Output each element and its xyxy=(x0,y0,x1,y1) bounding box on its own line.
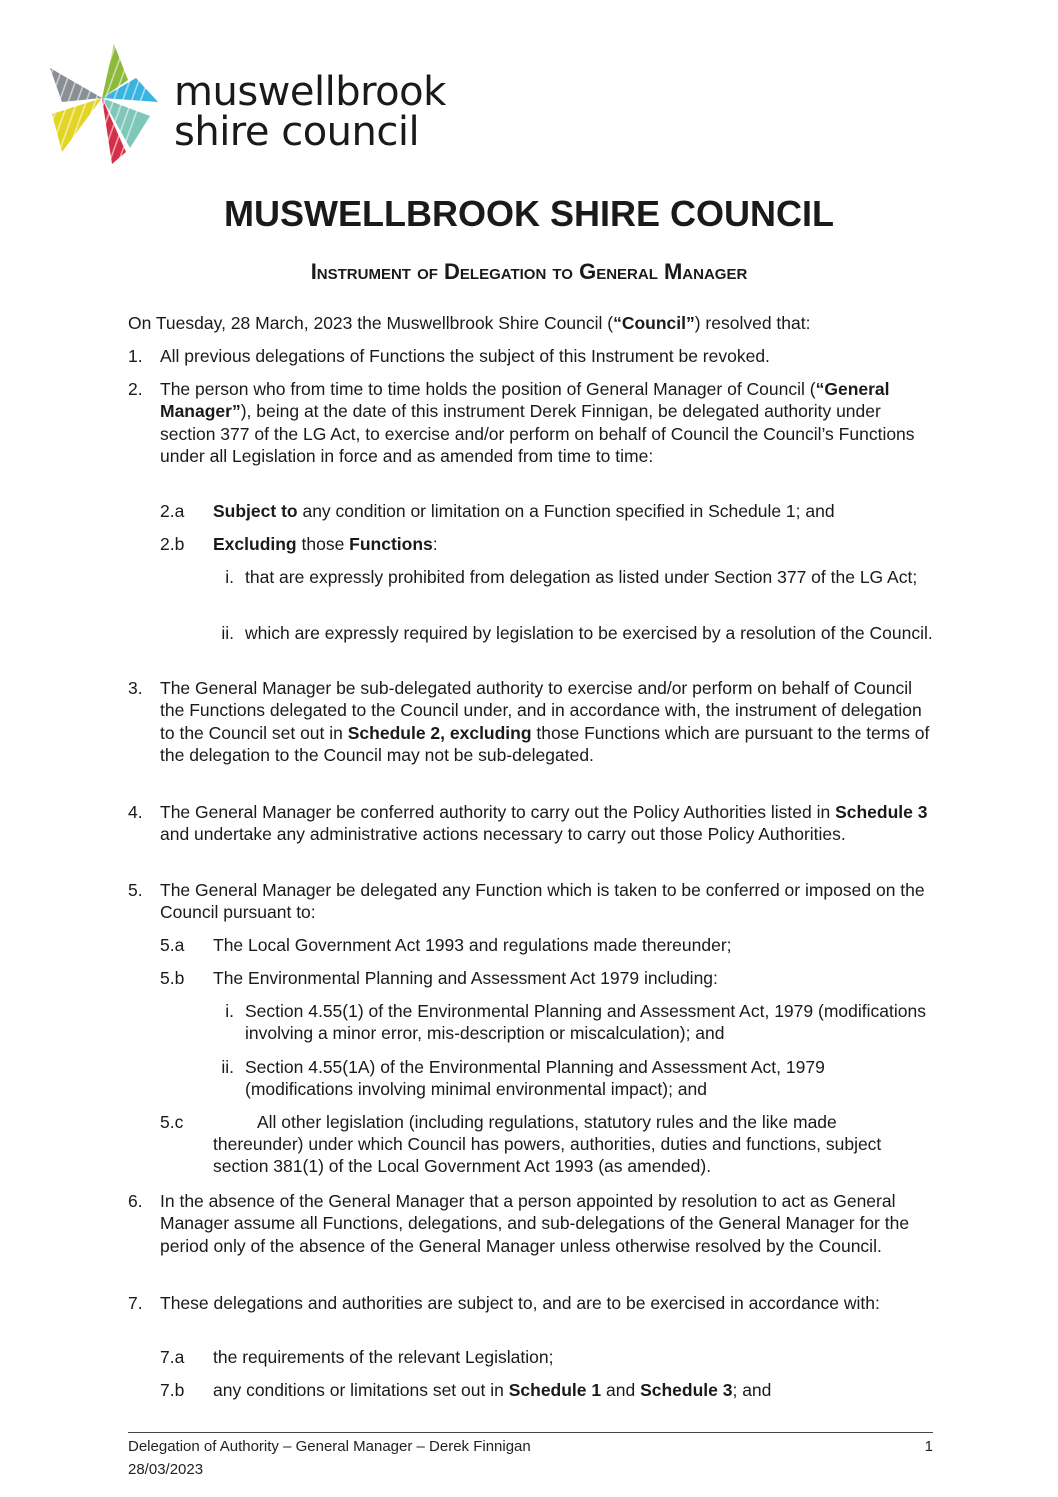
page-number: 1 xyxy=(924,1438,933,1455)
item-1-text: All previous delegations of Functions the subject of this Instrument be revoked. xyxy=(160,346,770,366)
item-7b-bold2: Schedule 3 xyxy=(640,1380,733,1400)
brand-name-line2: shire council xyxy=(174,109,420,155)
subitem-number: 5.b xyxy=(160,968,185,988)
subitem-number: 2.b xyxy=(160,534,185,554)
item-2bii-text: which are expressly required by legislation to be exercised by a resolution of the Council. xyxy=(245,623,933,643)
item-5bi-text: Section 4.55(1) of the Environmental Planning and Assessment Act, 1979 (modifications involving a minor error, mis-description or miscalculation); and xyxy=(245,1001,926,1044)
item-2bi-text: that are expressly prohibited from delegation as listed under Section 377 of the LG Act; xyxy=(245,567,918,587)
document-title: MUSWELLBROOK SHIRE COUNCIL xyxy=(224,193,834,234)
item-3-bold: Schedule 2, excluding xyxy=(347,722,532,743)
item-5a-text: The Local Government Act 1993 and regulations made thereunder; xyxy=(213,935,732,955)
item-2-gm-term: “General Manager” xyxy=(160,379,890,422)
item-3-text-part: The General Manager be sub-delegated authority to exercise and/or perform on behalf of Council the Functions delegated to the Council under, and in accordance with, the instrument of delegation to the Council set out in xyxy=(160,678,922,743)
item-number: 6. xyxy=(128,1191,143,1211)
item-2-text-part: The person who from time to time holds the position of General Manager of Council ( xyxy=(160,379,816,399)
item-number: 4. xyxy=(128,802,143,822)
item-number: 2. xyxy=(128,379,143,399)
item-3-text-part: those Functions which are pursuant to the terms of the delegation to the Council may not be sub-delegated. xyxy=(160,722,930,765)
item-5c-rest: thereunder) under which Council has powers, authorities, duties and functions, subject section 381(1) of the Local Government Act 1993 (as amended). xyxy=(213,1134,882,1177)
item-7b-text-part: and xyxy=(601,1380,641,1400)
intro-paragraph xyxy=(128,312,938,334)
footer-document-title: Delegation of Authority – General Manager – Derek Finnigan xyxy=(128,1438,531,1455)
footer-date: 28/03/2023 xyxy=(128,1461,204,1478)
item-6-text: In the absence of the General Manager that a person appointed by resolution to act as General Manager assume all Functions, delegations, and sub-delegations of the General Manager for the period only of the absence of the General Manager unless otherwise resolved by the Council. xyxy=(160,1191,910,1256)
item-7b-bold1: Schedule 1 xyxy=(508,1380,602,1400)
item-7b-text-part: any conditions or limitations set out in xyxy=(213,1380,509,1400)
council-logo-icon xyxy=(40,40,170,168)
item-2b-mid: those xyxy=(296,534,350,554)
item-5bii-text: Section 4.55(1A) of the Environmental Planning and Assessment Act, 1979 (modifications involving minimal environmental impact); and xyxy=(245,1057,825,1100)
roman-number: ii. xyxy=(221,623,234,643)
item-5c-first-line: All other legislation (including regulations, statutory rules and the like made xyxy=(257,1112,837,1132)
item-3-text xyxy=(160,677,940,766)
item-number: 3. xyxy=(128,678,143,698)
item-2-text xyxy=(160,378,940,467)
item-2b-bold2: Functions xyxy=(349,534,433,554)
item-number: 1. xyxy=(128,346,143,366)
item-2a-bold: Subject to xyxy=(213,501,298,521)
item-4-text-part: The General Manager be conferred authority to carry out the Policy Authorities listed in xyxy=(160,802,836,822)
item-4-bold: Schedule 3 xyxy=(835,802,928,822)
item-2a-text xyxy=(213,500,933,522)
item-2b-text xyxy=(213,533,933,555)
item-7a-text: the requirements of the relevant Legislation; xyxy=(213,1347,554,1367)
item-number: 7. xyxy=(128,1293,143,1313)
subitem-number: 7.b xyxy=(160,1380,185,1400)
roman-number: i. xyxy=(225,1001,234,1021)
item-2a-rest: any condition or limitation on a Function specified in Schedule 1; and xyxy=(297,501,835,521)
item-4-text-part: and undertake any administrative actions necessary to carry out those Policy Authorities. xyxy=(160,824,846,845)
intro-text-end: ) resolved that: xyxy=(694,313,811,333)
item-5b-text: The Environmental Planning and Assessment Act 1979 including: xyxy=(213,968,718,988)
intro-text: On Tuesday, 28 March, 2023 the Muswellbrook Shire Council ( xyxy=(128,313,614,333)
item-2b-end: : xyxy=(432,534,438,554)
item-5-text: The General Manager be delegated any Function which is taken to be conferred or imposed on the Council pursuant to: xyxy=(160,880,925,923)
item-2b-bold: Excluding xyxy=(213,534,297,554)
subitem-number: 5.c xyxy=(160,1112,184,1132)
footer-divider xyxy=(128,1432,933,1433)
item-4-text xyxy=(160,801,940,846)
item-2-text-part: ), being at the date of this instrument Derek Finnigan, be delegated authority under section 377 of the LG Act, to exercise and/or perform on behalf of Council the Council’s Functions under all Legislation in force and as amended from time to time: xyxy=(160,401,915,466)
item-7b-text-part: ; and xyxy=(732,1380,772,1400)
brand-name-line1: muswellbrook xyxy=(174,69,446,115)
item-number: 5. xyxy=(128,880,143,900)
roman-number: ii. xyxy=(221,1057,234,1077)
subitem-number: 5.a xyxy=(160,935,185,955)
item-7-text: These delegations and authorities are subject to, and are to be exercised in accordance with: xyxy=(160,1293,880,1313)
document-subtitle: Instrument of Delegation to General Manager xyxy=(310,259,748,284)
intro-council-term: “Council” xyxy=(613,313,695,333)
subitem-number: 7.a xyxy=(160,1347,185,1367)
roman-number: i. xyxy=(225,567,234,587)
item-7b-text xyxy=(213,1379,933,1401)
subitem-number: 2.a xyxy=(160,501,185,521)
